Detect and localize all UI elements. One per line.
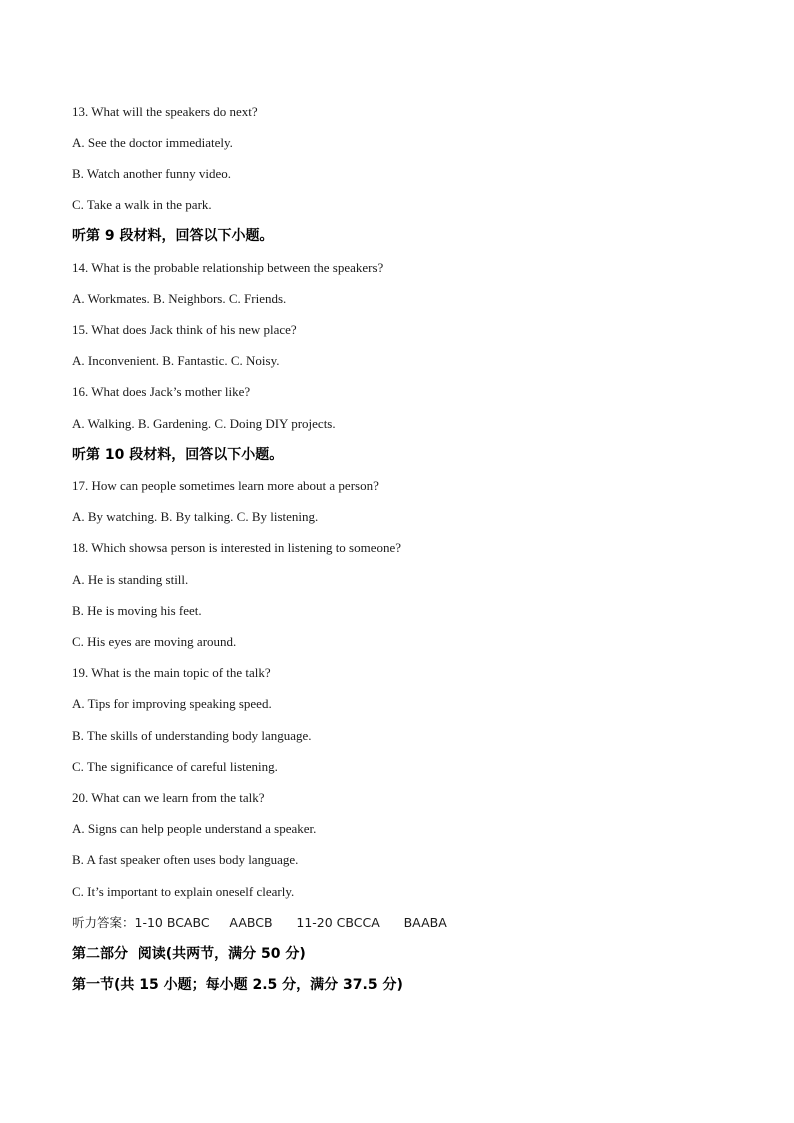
q20-question: 20. What can we learn from the talk? <box>72 790 265 805</box>
q14-options: A. Workmates. B. Neighbors. C. Friends. <box>72 291 287 306</box>
q18-option-b: B. He is moving his feet. <box>72 603 202 618</box>
q15-question: 15. What does Jack think of his new place? <box>72 322 297 337</box>
q18-option-c: C. His eyes are moving around. <box>72 634 237 649</box>
q17-options: A. By watching. B. By talking. C. By listening. <box>72 509 319 524</box>
q16-options: A. Walking. B. Gardening. C. Doing DIY projects. <box>72 416 336 431</box>
q18-question: 18. Which showsa person is interested in listening to someone? <box>72 540 402 555</box>
q20-option-a: A. Signs can help people understand a speaker. <box>72 821 317 836</box>
q13-option-a: A. See the doctor immediately. <box>72 135 233 150</box>
q13-option-b: B. Watch another funny video. <box>72 166 232 181</box>
q16-question: 16. What does Jack’s mother like? <box>72 384 251 399</box>
q17-question: 17. How can people sometimes learn more about a person? <box>72 478 379 493</box>
q13-option-c: C. Take a walk in the park. <box>72 197 212 212</box>
q13-question: 13. What will the speakers do next? <box>72 104 258 119</box>
part-two-heading: 第二部分 阅读(共两节，满分 50 分) <box>72 946 306 962</box>
q18-option-a: A. He is standing still. <box>72 572 189 587</box>
q15-options: A. Inconvenient. B. Fantastic. C. Noisy. <box>72 353 280 368</box>
q19-option-c: C. The significance of careful listening. <box>72 759 278 774</box>
q19-option-a: A. Tips for improving speaking speed. <box>72 696 272 711</box>
q20-option-b: B. A fast speaker often uses body language. <box>72 852 299 867</box>
section-heading-10: 听第 10 段材料，回答以下小题。 <box>72 447 284 463</box>
q14-question: 14. What is the probable relationship between the speakers? <box>72 260 384 275</box>
listening-answer-key: 听力答案：1-10 BCABC AABCB 11-20 CBCCA BAABA <box>72 915 447 930</box>
q20-option-c: C. It’s important to explain oneself clearly. <box>72 884 295 899</box>
q19-question: 19. What is the main topic of the talk? <box>72 665 271 680</box>
section-one-heading: 第一节(共 15 小题；每小题 2.5 分，满分 37.5 分) <box>72 977 403 993</box>
q19-option-b: B. The skills of understanding body language. <box>72 728 312 743</box>
section-heading-9: 听第 9 段材料，回答以下小题。 <box>72 228 274 244</box>
